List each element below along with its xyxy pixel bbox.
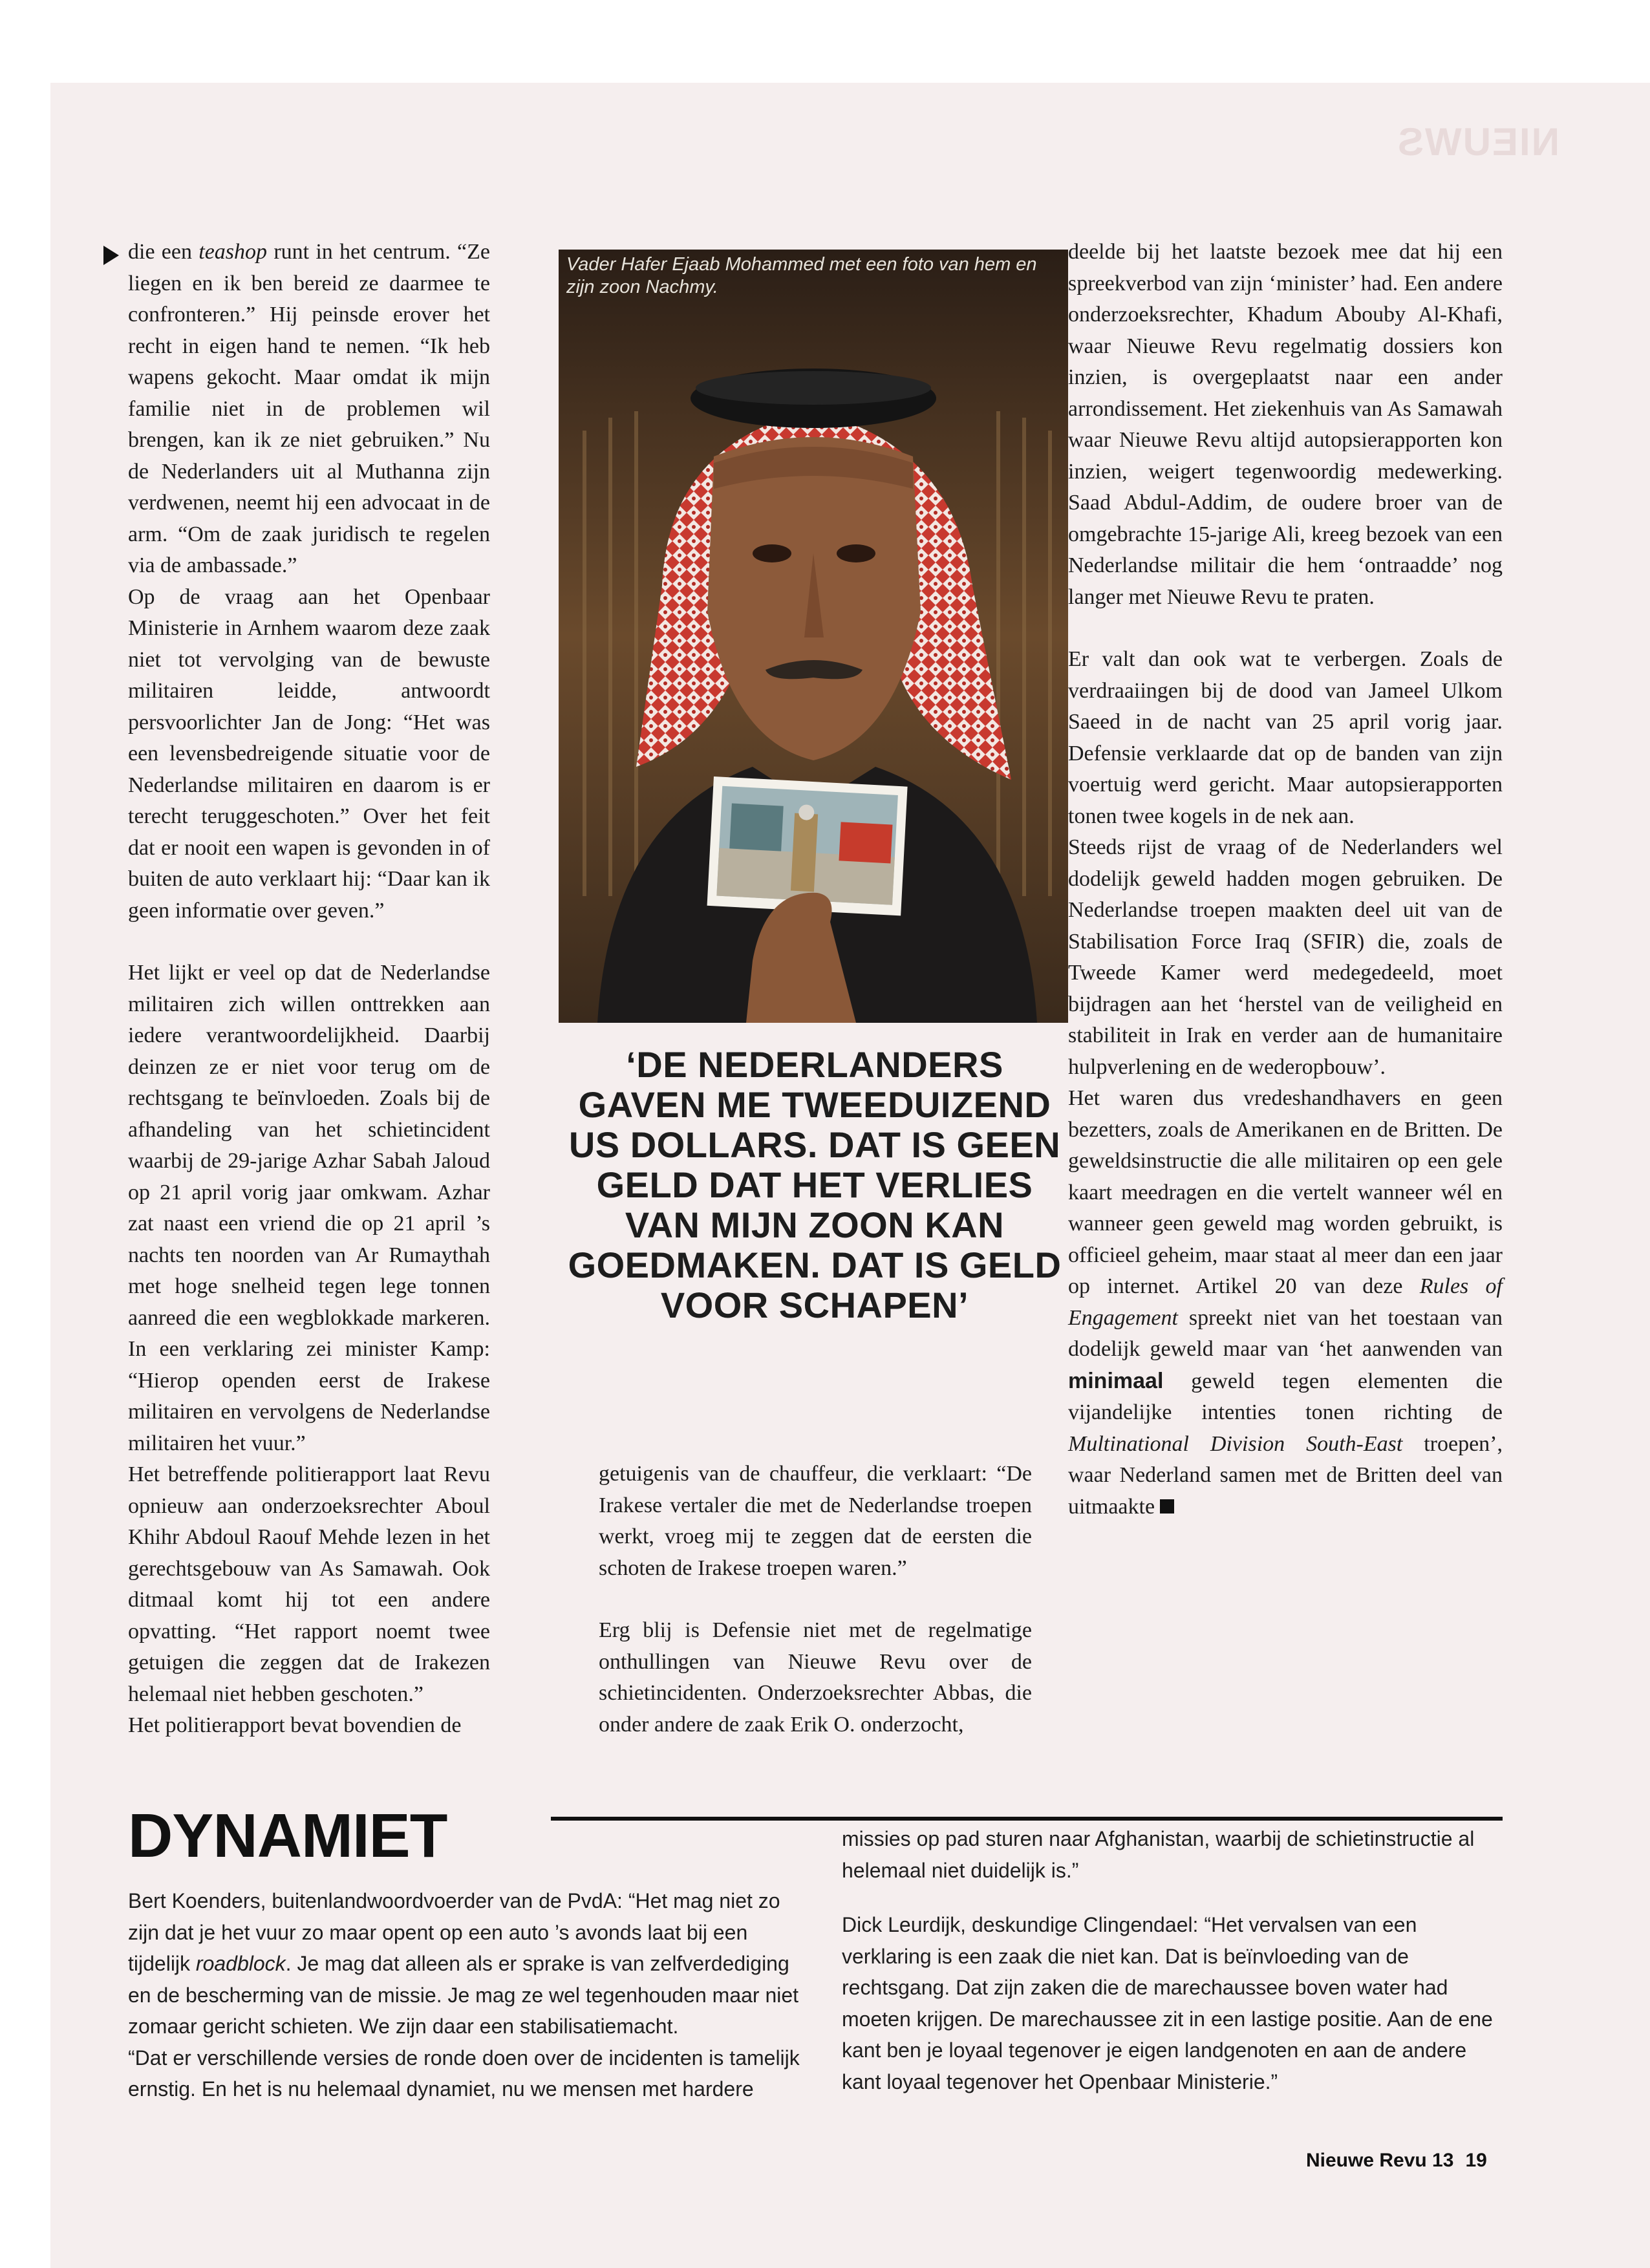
paragraph: Het politierapport bevat bovendien de [128, 1713, 462, 1737]
paragraph: Het waren dus vredeshandhavers en geen bezetters, zoals de Amerikanen en de Britten. De geweldsinstructie die alle militairen op een gele kaart meedragen en die vertelt wanneer wél en wanneer geen geweld mag worden gebruikt, is officieel geheim, maar staat al meer dan een jaar op internet. Artikel 20 van deze Rules of Engagement spreekt niet van het toestaan van dodelijk geweld maar van ‘het aanwenden van minimaal geweld tegen elementen die vijandelijke intenties tonen richting de Multinational Division South-East troepen’, waar Nederland samen met de Britten deel van uitmaakte [1068, 1086, 1503, 1519]
magazine-name: Nieuwe Revu 13 [1306, 2150, 1454, 2171]
pull-quote: ‘DE NEDERLANDERS GAVEN ME TWEEDUIZEND US DOLLARS. DAT IS GEEN GELD DAT HET VERLIES VAN MIJN ZOON KAN GOEDMAKEN. DAT IS GELD VOOR SCHAPEN’ [568, 1044, 1062, 1325]
sidebar-column-1 [128, 1885, 800, 2105]
sidebar-column-2 [842, 1823, 1508, 2097]
page-number: 19 [1465, 2150, 1487, 2171]
article-column-3 [1068, 237, 1503, 1523]
paragraph: Het lijkt er veel op dat de Nederlandse militairen zich willen onttrekken aan iedere verantwoordelijkheid. Daarbij deinzen ze er niet voor terug om de rechtsgang te beïnvloeden. Zoals bij de afhandeling van het schietincident waarbij de 29-jarige Azhar Sabah Jaloud op 21 april vorig jaar omkwam. Azhar zat naast een vriend die op 21 april ’s nachts ten noorden van Ar Rumaythah met hoge snelheid tegen lege tonnen aanreed die een wegblokkade markeren. In een verklaring zei minister Kamp: “Hierop openden eerst de Irakese militairen en vervolgens de Nederlandse militairen het vuur.” [128, 961, 490, 1455]
continuation-arrow-icon [103, 246, 119, 265]
sidebar-title: DYNAMIET [128, 1801, 447, 1870]
article-column-2 [599, 1459, 1032, 1740]
paragraph: Erg blij is Defensie niet met de regelmatige onthullingen van Nieuwe Revu over de schietincidenten. Onderzoeksrechter Abbas, die onder andere de zaak Erik O. onderzocht, [599, 1618, 1032, 1737]
sidebar-divider [551, 1817, 1503, 1821]
page-footer [1306, 2150, 1487, 2172]
paragraph: Steeds rijst de vraag of de Nederlanders wel dodelijk geweld hadden mogen gebruiken. De Nederlandse troepen maakten deel uit van de Stabilisation Force Iraq (SFIR) die, zoals de Tweede Kamer werd medegedeeld, moet bijdragen aan het ‘herstel van de veiligheid en stabiliteit in Irak en verder aan de humanitaire hulpverlening en de wederopbouw’. [1068, 835, 1503, 1079]
paragraph: missies op pad sturen naar Afghanistan, waarbij de schietinstructie al helemaal niet duidelijk is.” [842, 1827, 1475, 1882]
portrait-photo [559, 250, 1068, 1023]
paragraph: Bert Koenders, buitenlandwoordvoerder van de PvdA: “Het mag niet zo zijn dat je het vuur zo maar opent op een auto ’s avonds laat bij een tijdelijk roadblock. Je mag dat alleen als er sprake is van zelfverdediging en de bescherming van de missie. Je mag ze wel tegenhouden maar niet zomaar gericht schieten. We zijn daar een stabilisatiemacht. [128, 1889, 799, 2038]
article-column-1 [128, 237, 490, 1742]
paragraph: Het betreffende politierapport laat Revu opnieuw aan onderzoeksrechter Aboul Khihr Abdoul Raouf Mehde lezen in het gerechtsgebouw van As Samawah. Ook ditmaal komt hij tot een andere opvatting. “Het rapport noemt twee getuigen die zeggen dat de Irakezen helemaal niet hebben geschoten.” [128, 1462, 490, 1706]
paragraph: Op de vraag aan het Openbaar Ministerie in Arnhem waarom deze zaak niet tot vervolging van de bewuste militairen leidde, antwoordt persvoorlichter Jan de Jong: “Het was een levensbedreigende situatie voor de Nederlandse militairen en daarom is er terecht teruggeschoten.” Over het feit dat er nooit een wapen is gevonden in of buiten de auto verklaart hij: “Daar kan ik geen informatie over geven.” [128, 584, 490, 923]
end-mark-icon [1160, 1499, 1174, 1514]
paragraph: “Dat er verschillende versies de ronde doen over de incidenten is tamelijk ernstig. En het is nu helemaal dynamiet, nu we mensen met hardere [128, 2046, 800, 2101]
paragraph: Dick Leurdijk, deskundige Clingendael: “Het vervalsen van een verklaring is een zaak die niet kan. Dat is beïnvloeding van de rechtsgang. Dat zijn zaken die de marechaussee boven water had moeten krijgen. De marechaussee zit in een lastige positie. Aan de ene kant ben je loyaal tegenover je eigen landgenoten en aan de andere kant loyaal tegenover het Openbaar Ministerie.” [842, 1913, 1493, 2093]
section-header: NIEUWS [1397, 120, 1559, 164]
paragraph: die een teashop runt in het centrum. “Ze liegen en ik ben bereid ze daarmee te confronteren.” Hij peinsde erover het recht in eigen hand te nemen. “Ik heb wapens gekocht. Maar omdat ik mijn familie niet in de problemen wil brengen, kan ik ze niet gebruiken.” Nu de Nederlanders uit al Muthanna zijn verdwenen, neemt hij een advocaat in de arm. “Om de zaak juridisch te regelen via de ambassade.” [128, 240, 490, 577]
photo-caption: Vader Hafer Ejaab Mohammed met een foto van hem en zijn zoon Nachmy. [566, 254, 1037, 297]
paragraph: getuigenis van de chauffeur, die verklaart: “De Irakese vertaler die met de Nederlandse troepen werkt, vroeg mij te zeggen dat de eersten die schoten de Irakese troepen waren.” [599, 1462, 1032, 1580]
portrait-illustration [559, 250, 1068, 1023]
paragraph: Er valt dan ook wat te verbergen. Zoals de verdraaiingen bij de dood van Jameel Ulkom Saeed in de nacht van 25 april vorig jaar. Defensie verklaarde dat op de banden van zijn voertuig werd gericht. Maar autopsierapporten tonen twee kogels in de nek aan. [1068, 647, 1503, 828]
paragraph: deelde bij het laatste bezoek mee dat hij een spreekverbod van zijn ‘minister’ had. Een andere onderzoeksrechter, Khadum Abouby Al-Khafi, waar Nieuwe Revu regelmatig dossiers kon inzien, is overgeplaatst naar een ander arrondissement. Het ziekenhuis van As Samawah waar Nieuwe Revu altijd autopsierapporten kon inzien, weigert tegenwoordig medewerking. Saad Abdul-Addim, de oudere broer van de omgebrachte 15-jarige Ali, kreeg bezoek van een Nederlandse militair die hem ‘ontraadde’ nog langer met Nieuwe Revu te praten. [1068, 240, 1503, 609]
